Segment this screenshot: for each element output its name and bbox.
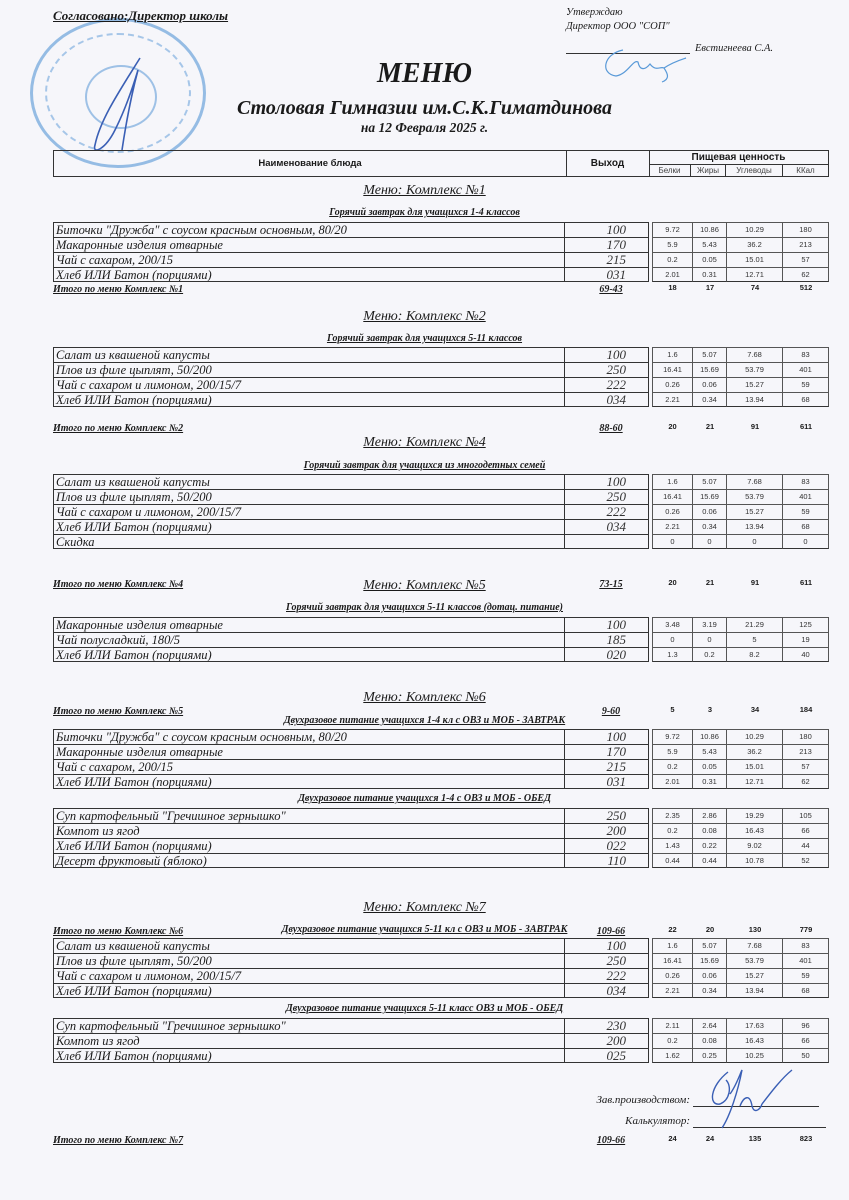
dish-output: 170 (565, 744, 649, 759)
proteins: 0.2 (652, 252, 693, 267)
dish-output: 022 (565, 838, 649, 853)
menu-table-complex-6-breakfast (53, 729, 829, 789)
proteins: 0.26 (652, 968, 693, 983)
dish-output: 031 (565, 774, 649, 789)
carbs: 15.01 (727, 759, 783, 774)
fats: 5.43 (693, 744, 727, 759)
carbs: 7.68 (727, 347, 783, 362)
proteins: 0 (652, 632, 693, 647)
fats: 0.06 (693, 377, 727, 392)
total-proteins: 24 (668, 1134, 677, 1143)
dish-output: 222 (565, 504, 649, 519)
column-header-carbs: Углеводы (726, 165, 783, 177)
proteins: 2.11 (652, 1018, 693, 1033)
kcal: 68 (783, 519, 829, 534)
proteins: 0.2 (652, 759, 693, 774)
dish-output: 034 (565, 392, 649, 407)
fats: 0.34 (693, 392, 727, 407)
total-kcal: 512 (799, 283, 813, 292)
proteins: 5.9 (652, 237, 693, 252)
kcal: 59 (783, 504, 829, 519)
proteins: 0.2 (652, 1033, 693, 1048)
kcal: 66 (783, 1033, 829, 1048)
dish-name: Макаронные изделия отварные (53, 237, 565, 252)
fats: 0.31 (693, 267, 727, 282)
table-row (53, 504, 829, 519)
total-label: Итого по меню Комплекс №4 (53, 579, 184, 590)
carbs: 16.43 (727, 823, 783, 838)
carbs: 53.79 (727, 362, 783, 377)
fats: 5.43 (693, 237, 727, 252)
dish-output: 100 (565, 729, 649, 744)
table-row (53, 853, 829, 868)
total-label: Итого по меню Комплекс №2 (53, 423, 184, 434)
group-title: Двухразовое питание учащихся 5-11 класс ОВЗ и МОБ - ОБЕД (285, 1003, 564, 1014)
total-kcal: 611 (799, 422, 813, 431)
column-header-proteins: Белки (649, 165, 691, 177)
dish-name: Компот из ягод (53, 1033, 565, 1048)
proteins: 2.35 (652, 808, 693, 823)
menu-title-complex-7: Меню: Комплекс №7 (363, 900, 486, 915)
dish-output: 215 (565, 759, 649, 774)
proteins: 1.6 (652, 347, 693, 362)
total-price: 9-60 (601, 706, 621, 717)
menu-title-complex-5: Меню: Комплекс №5 (363, 578, 486, 593)
fats: 0.25 (693, 1048, 727, 1063)
carbs: 15.27 (727, 968, 783, 983)
table-row (53, 1033, 829, 1048)
table-row (53, 938, 829, 953)
menu-title-complex-4: Меню: Комплекс №4 (363, 435, 486, 450)
proteins: 1.3 (652, 647, 693, 662)
menu-table-complex-1 (53, 222, 829, 282)
kcal: 44 (783, 838, 829, 853)
table-row (53, 534, 829, 549)
table-row (53, 474, 829, 489)
proteins: 0.44 (652, 853, 693, 868)
menu-date: на 12 Февраля 2025 г. (360, 120, 489, 135)
fats: 5.07 (693, 938, 727, 953)
kcal: 83 (783, 938, 829, 953)
column-header-nutrition (649, 151, 828, 176)
column-header-fats: Жиры (691, 165, 726, 177)
table-header (53, 150, 829, 177)
agreed-by-label: Согласовано:Директор школы (53, 8, 229, 23)
carbs: 10.25 (727, 1048, 783, 1063)
total-price: 109-66 (596, 1135, 626, 1146)
table-row (53, 647, 829, 662)
dish-output: 020 (565, 647, 649, 662)
dish-output: 170 (565, 237, 649, 252)
menu-total-complex-2 (53, 422, 829, 436)
carbs: 9.02 (727, 838, 783, 853)
fats: 15.69 (693, 953, 727, 968)
total-kcal: 184 (799, 705, 813, 714)
proteins: 1.62 (652, 1048, 693, 1063)
carbs: 16.43 (727, 1033, 783, 1048)
fats: 0.34 (693, 519, 727, 534)
table-row (53, 377, 829, 392)
total-carbs: 91 (750, 578, 760, 587)
menu-title-complex-1: Меню: Комплекс №1 (363, 183, 486, 198)
kcal: 19 (783, 632, 829, 647)
dish-name: Макаронные изделия отварные (53, 744, 565, 759)
menu-title-complex-2: Меню: Комплекс №2 (363, 309, 486, 324)
group-title: Горячий завтрак для учащихся 1-4 классов (329, 207, 520, 218)
kcal: 59 (783, 968, 829, 983)
kcal: 83 (783, 347, 829, 362)
total-label: Итого по меню Комплекс №6 (53, 926, 184, 937)
carbs: 13.94 (727, 519, 783, 534)
dish-name: Суп картофельный "Гречишное зернышко" (53, 1018, 565, 1033)
kcal: 50 (783, 1048, 829, 1063)
total-carbs: 135 (748, 1134, 762, 1143)
dish-output: 110 (565, 853, 649, 868)
total-kcal: 823 (799, 1134, 813, 1143)
dish-name: Хлеб ИЛИ Батон (порциями) (53, 1048, 565, 1063)
total-carbs: 34 (750, 705, 760, 714)
table-row (53, 222, 829, 237)
menu-table-complex-7-breakfast (53, 938, 829, 998)
kcal: 68 (783, 392, 829, 407)
kcal: 62 (783, 267, 829, 282)
table-row (53, 347, 829, 362)
dish-output: 250 (565, 489, 649, 504)
kcal: 52 (783, 853, 829, 868)
table-row (53, 237, 829, 252)
menu-total-complex-1 (53, 283, 829, 297)
table-row (53, 392, 829, 407)
table-row (53, 632, 829, 647)
group-title: Горячий завтрак для учащихся 5-11 классов (дотац. питание) (286, 602, 563, 613)
dish-output (565, 534, 649, 549)
menu-table-complex-4 (53, 474, 829, 549)
table-row (53, 1048, 829, 1063)
dish-name: Чай с сахаром и лимоном, 200/15/7 (53, 377, 565, 392)
kcal: 213 (783, 237, 829, 252)
kcal: 68 (783, 983, 829, 998)
kcal: 125 (783, 617, 829, 632)
dish-output: 250 (565, 362, 649, 377)
dish-name: Чай с сахаром и лимоном, 200/15/7 (53, 504, 565, 519)
kcal: 66 (783, 823, 829, 838)
table-row (53, 744, 829, 759)
dish-name: Компот из ягод (53, 823, 565, 838)
carbs: 53.79 (727, 953, 783, 968)
fats: 2.86 (693, 808, 727, 823)
dish-output: 200 (565, 823, 649, 838)
kcal: 40 (783, 647, 829, 662)
carbs: 12.71 (727, 267, 783, 282)
table-row (53, 823, 829, 838)
carbs: 53.79 (727, 489, 783, 504)
calculator-label: Калькулятор: (625, 1115, 690, 1127)
table-row (53, 983, 829, 998)
dish-name: Чай полусладкий, 180/5 (53, 632, 565, 647)
dish-output: 100 (565, 938, 649, 953)
carbs: 10.78 (727, 853, 783, 868)
proteins: 3.48 (652, 617, 693, 632)
total-proteins: 20 (668, 422, 677, 431)
column-header-output: Выход (566, 151, 650, 176)
carbs: 5 (727, 632, 783, 647)
proteins: 2.01 (652, 774, 693, 789)
fats: 0.2 (693, 647, 727, 662)
dish-name: Салат из квашеной капусты (53, 938, 565, 953)
dish-name: Макаронные изделия отварные (53, 617, 565, 632)
column-header-dish-name: Наименование блюда (54, 151, 567, 176)
carbs: 13.94 (727, 392, 783, 407)
canteen-name: Столовая Гимназии им.С.К.Гиматдинова (237, 97, 612, 119)
approver-title: Директор ООО "СОП" (566, 21, 670, 32)
production-head-label: Зав.производством: (596, 1094, 690, 1106)
dish-output: 034 (565, 983, 649, 998)
dish-output: 222 (565, 968, 649, 983)
fats: 5.07 (693, 347, 727, 362)
dish-output: 031 (565, 267, 649, 282)
total-price: 73-15 (599, 579, 623, 590)
fats: 2.64 (693, 1018, 727, 1033)
fats: 15.69 (693, 362, 727, 377)
group-title: Горячий завтрак для учащихся 5-11 классов (326, 333, 523, 344)
fats: 0 (693, 534, 727, 549)
approval-block (566, 6, 670, 34)
total-label: Итого по меню Комплекс №1 (53, 284, 184, 295)
carbs: 15.27 (727, 377, 783, 392)
nutrition-title: Пищевая ценность (649, 151, 828, 165)
carbs: 15.27 (727, 504, 783, 519)
dish-name: Хлеб ИЛИ Батон (порциями) (53, 267, 565, 282)
proteins: 0.2 (652, 823, 693, 838)
kcal: 57 (783, 759, 829, 774)
total-fats: 3 (707, 705, 713, 714)
table-row (53, 774, 829, 789)
proteins: 1.43 (652, 838, 693, 853)
kcal: 401 (783, 953, 829, 968)
dish-output: 250 (565, 808, 649, 823)
dish-name: Чай с сахаром и лимоном, 200/15/7 (53, 968, 565, 983)
fats: 0.05 (693, 252, 727, 267)
dish-output: 100 (565, 617, 649, 632)
table-row (53, 252, 829, 267)
total-proteins: 5 (670, 705, 675, 714)
proteins: 1.6 (652, 938, 693, 953)
approver-name: Евстигнеева С.А. (695, 43, 773, 54)
total-price: 88-60 (599, 423, 623, 434)
fats: 10.86 (693, 222, 727, 237)
table-row (53, 968, 829, 983)
total-label: Итого по меню Комплекс №5 (53, 706, 184, 717)
kcal: 59 (783, 377, 829, 392)
fats: 0.08 (693, 1033, 727, 1048)
footer-signature-icon (700, 1066, 800, 1136)
dish-output: 034 (565, 519, 649, 534)
total-fats: 20 (705, 925, 715, 934)
dish-name: Чай с сахаром, 200/15 (53, 252, 565, 267)
total-fats: 17 (705, 283, 715, 292)
carbs: 12.71 (727, 774, 783, 789)
total-fats: 24 (705, 1134, 715, 1143)
dish-output: 250 (565, 953, 649, 968)
proteins: 9.72 (652, 729, 693, 744)
proteins: 1.6 (652, 474, 693, 489)
proteins: 0.26 (652, 504, 693, 519)
fats: 3.19 (693, 617, 727, 632)
fats: 10.86 (693, 729, 727, 744)
menu-table-complex-7-lunch (53, 1018, 829, 1063)
carbs: 19.29 (727, 808, 783, 823)
menu-total-complex-7 (53, 1134, 829, 1148)
dish-name: Чай с сахаром, 200/15 (53, 759, 565, 774)
total-carbs: 91 (750, 422, 760, 431)
dish-name: Скидка (53, 534, 565, 549)
total-proteins: 22 (668, 925, 677, 934)
proteins: 5.9 (652, 744, 693, 759)
dish-output: 025 (565, 1048, 649, 1063)
approve-label: Утверждаю (566, 7, 623, 18)
table-row (53, 617, 829, 632)
dish-name: Плов из филе цыплят, 50/200 (53, 489, 565, 504)
menu-table-complex-6-lunch (53, 808, 829, 868)
menu-table-complex-2 (53, 347, 829, 407)
table-row (53, 759, 829, 774)
total-carbs: 74 (750, 283, 760, 292)
column-header-kcal: ККал (796, 166, 815, 175)
dish-output: 100 (565, 222, 649, 237)
dish-name: Салат из квашеной капусты (53, 474, 565, 489)
fats: 0.44 (693, 853, 727, 868)
kcal: 0 (783, 534, 829, 549)
total-label: Итого по меню Комплекс №7 (53, 1135, 184, 1146)
proteins: 16.41 (652, 953, 693, 968)
total-kcal: 611 (799, 578, 813, 587)
carbs: 36.2 (727, 744, 783, 759)
carbs: 17.63 (727, 1018, 783, 1033)
proteins: 9.72 (652, 222, 693, 237)
proteins: 0.26 (652, 377, 693, 392)
dish-name: Хлеб ИЛИ Батон (порциями) (53, 519, 565, 534)
table-row (53, 489, 829, 504)
dish-name: Десерт фруктовый (яблоко) (53, 853, 565, 868)
table-row (53, 838, 829, 853)
dish-output: 100 (565, 347, 649, 362)
carbs: 8.2 (727, 647, 783, 662)
dish-name: Плов из филе цыплят, 50/200 (53, 953, 565, 968)
carbs: 0 (727, 534, 783, 549)
carbs: 7.68 (727, 474, 783, 489)
dish-output: 222 (565, 377, 649, 392)
carbs: 7.68 (727, 938, 783, 953)
dish-name: Биточки "Дружба" с соусом красным основным, 80/20 (53, 729, 565, 744)
table-row (53, 729, 829, 744)
dish-name: Хлеб ИЛИ Батон (порциями) (53, 647, 565, 662)
fats: 15.69 (693, 489, 727, 504)
kcal: 213 (783, 744, 829, 759)
kcal: 62 (783, 774, 829, 789)
table-row (53, 808, 829, 823)
total-kcal: 779 (799, 925, 813, 934)
proteins: 16.41 (652, 362, 693, 377)
total-proteins: 18 (668, 283, 677, 292)
table-row (53, 267, 829, 282)
fats: 5.07 (693, 474, 727, 489)
dish-name: Хлеб ИЛИ Батон (порциями) (53, 774, 565, 789)
kcal: 180 (783, 729, 829, 744)
fats: 0.22 (693, 838, 727, 853)
proteins: 0 (652, 534, 693, 549)
total-price: 69-43 (599, 284, 623, 295)
carbs: 36.2 (727, 237, 783, 252)
dish-output: 100 (565, 474, 649, 489)
menu-table-complex-5 (53, 617, 829, 662)
dish-output: 215 (565, 252, 649, 267)
fats: 0 (693, 632, 727, 647)
total-price: 109-66 (596, 926, 626, 937)
group-title: Двухразовое питание учащихся 1-4 с ОВЗ и МОБ - ОБЕД (298, 793, 551, 804)
kcal: 105 (783, 808, 829, 823)
group-title: Двухразовое питание учащихся 1-4 кл с ОВЗ и МОБ - ЗАВТРАК (283, 715, 566, 726)
menu-title-complex-6: Меню: Комплекс №6 (363, 690, 486, 705)
carbs: 13.94 (727, 983, 783, 998)
table-row (53, 953, 829, 968)
total-carbs: 130 (748, 925, 762, 934)
dish-name: Хлеб ИЛИ Батон (порциями) (53, 983, 565, 998)
kcal: 401 (783, 362, 829, 377)
proteins: 2.21 (652, 519, 693, 534)
dish-output: 230 (565, 1018, 649, 1033)
carbs: 21.29 (727, 617, 783, 632)
kcal: 180 (783, 222, 829, 237)
dish-name: Биточки "Дружба" с соусом красным основным, 80/20 (53, 222, 565, 237)
kcal: 83 (783, 474, 829, 489)
fats: 0.08 (693, 823, 727, 838)
kcal: 401 (783, 489, 829, 504)
table-row (53, 519, 829, 534)
total-fats: 21 (705, 422, 715, 431)
carbs: 15.01 (727, 252, 783, 267)
group-title: Двухразовое питание учащихся 5-11 кл с ОВЗ и МОБ - ЗАВТРАК (281, 924, 568, 935)
table-row (53, 362, 829, 377)
proteins: 2.21 (652, 983, 693, 998)
carbs: 10.29 (727, 729, 783, 744)
fats: 0.06 (693, 504, 727, 519)
carbs: 10.29 (727, 222, 783, 237)
dish-name: Хлеб ИЛИ Батон (порциями) (53, 392, 565, 407)
dish-name: Плов из филе цыплят, 50/200 (53, 362, 565, 377)
group-title: Горячий завтрак для учащихся из многодетных семей (303, 460, 546, 471)
fats: 0.06 (693, 968, 727, 983)
proteins: 2.21 (652, 392, 693, 407)
table-row (53, 1018, 829, 1033)
total-proteins: 20 (668, 578, 677, 587)
kcal: 96 (783, 1018, 829, 1033)
fats: 0.34 (693, 983, 727, 998)
dish-name: Суп картофельный "Гречишное зернышко" (53, 808, 565, 823)
page-title: МЕНЮ (377, 58, 472, 89)
fats: 0.05 (693, 759, 727, 774)
proteins: 16.41 (652, 489, 693, 504)
proteins: 2.01 (652, 267, 693, 282)
dish-name: Салат из квашеной капусты (53, 347, 565, 362)
dish-name: Хлеб ИЛИ Батон (порциями) (53, 838, 565, 853)
dish-output: 185 (565, 632, 649, 647)
kcal: 57 (783, 252, 829, 267)
dish-output: 200 (565, 1033, 649, 1048)
total-fats: 21 (705, 578, 715, 587)
fats: 0.31 (693, 774, 727, 789)
